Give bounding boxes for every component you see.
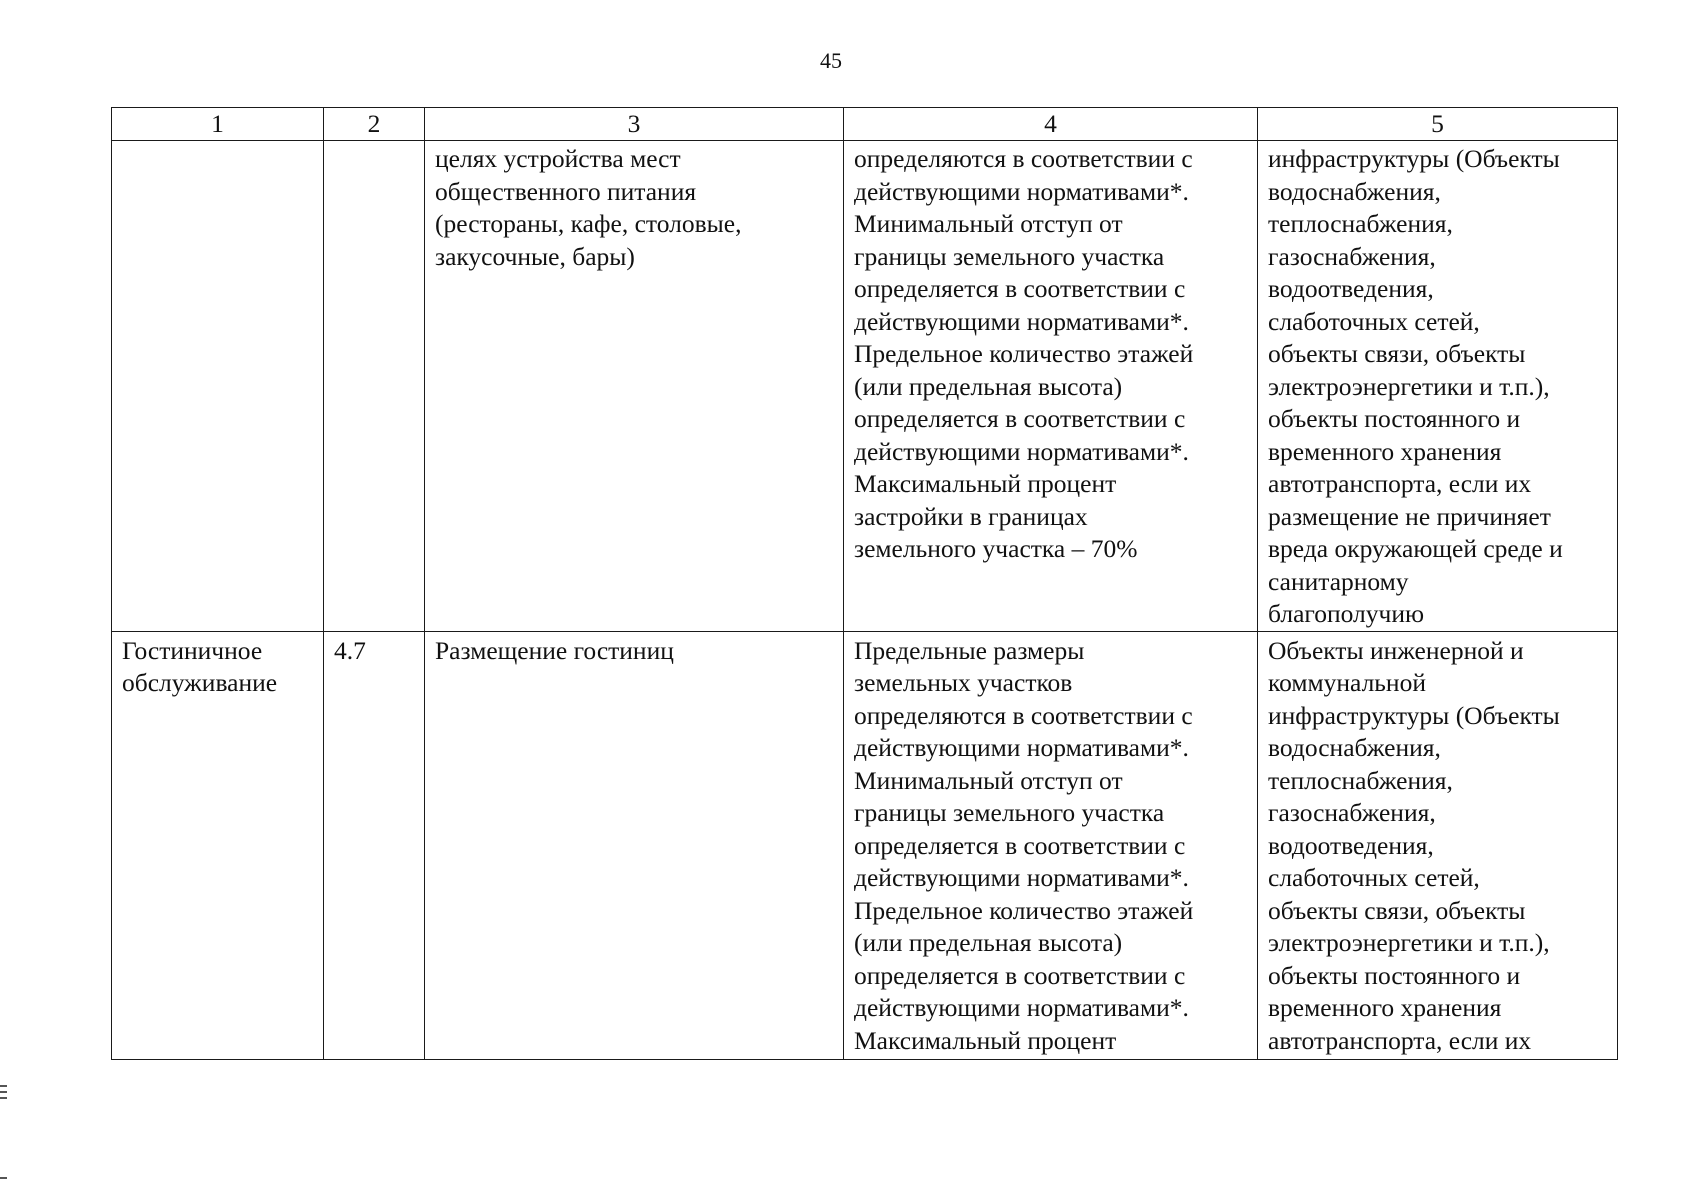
page-number: 45 xyxy=(820,48,842,73)
use-code-cell xyxy=(324,141,425,632)
column-header-5: 5 xyxy=(1258,108,1618,141)
use-name-cell xyxy=(112,141,324,632)
use-description-cell: целях устройства мест общественного питания (рестораны, кафе, столовые, закусочные, бары) xyxy=(425,141,844,632)
parameters-cell: Предельные размеры земельных участков определяются в соответствии с действующими нормативами*. Минимальный отступ от границы земельного участка определяется в соответствии с действующими нормативами*. Предельное количество этажей (или предельная высота) определяется в соответствии с действующими нормативами*. Максимальный процент xyxy=(844,631,1258,1059)
use-name-cell: Гостиничное обслуживание xyxy=(112,631,324,1059)
column-header-1: 1 xyxy=(112,108,324,141)
auxiliary-uses-cell: Объекты инженерной и коммунальной инфраструктуры (Объекты водоснабжения, теплоснабжения, газоснабжения, водоотведения, слаботочных сетей, объекты связи, объекты электроэнергетики и т.п.), объекты постоянного и временного хранения автотранспорта, если их xyxy=(1258,631,1618,1059)
table-header-row xyxy=(112,108,1618,141)
column-header-4: 4 xyxy=(844,108,1258,141)
column-header-2: 2 xyxy=(324,108,425,141)
table-row xyxy=(112,631,1618,1059)
table-row xyxy=(112,141,1618,632)
margin-tick-mark xyxy=(0,1097,7,1099)
parameters-cell: определяются в соответствии с действующими нормативами*. Минимальный отступ от границы земельного участка определяется в соответствии с действующими нормативами*. Предельное количество этажей (или предельная высота) определяется в соответствии с действующими нормативами*. Максимальный процент застройки в границах земельного участка – 70% xyxy=(844,141,1258,632)
margin-tick-mark xyxy=(0,1091,7,1093)
auxiliary-uses-cell: инфраструктуры (Объекты водоснабжения, теплоснабжения, газоснабжения, водоотведения, слаботочных сетей, объекты связи, объекты электроэнергетики и т.п.), объекты постоянного и временного хранения автотранспорта, если их размещение не причиняет вреда окружающей среде и санитарному благополучию xyxy=(1258,141,1618,632)
use-description-cell: Размещение гостиниц xyxy=(425,631,844,1059)
column-header-3: 3 xyxy=(425,108,844,141)
margin-tick-mark xyxy=(0,1177,7,1179)
use-code-cell: 4.7 xyxy=(324,631,425,1059)
zoning-table xyxy=(111,107,1618,1060)
margin-tick-mark xyxy=(0,1085,7,1087)
